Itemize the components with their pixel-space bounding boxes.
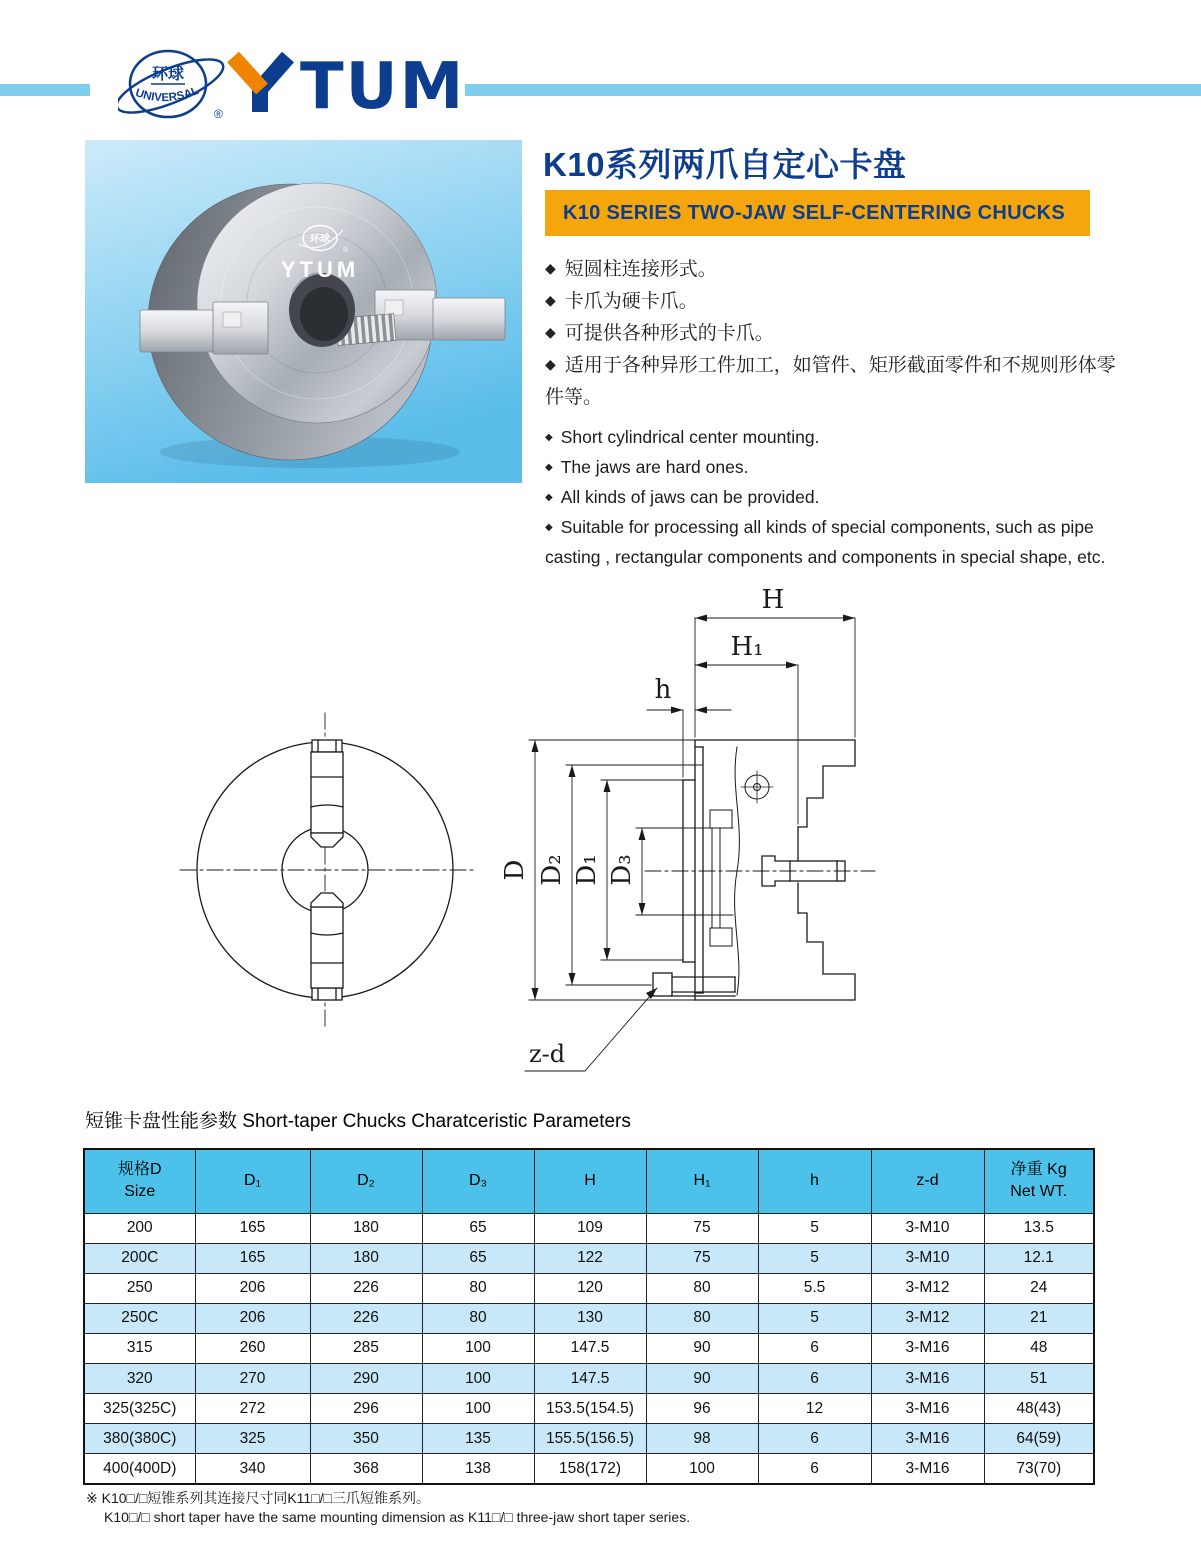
table-cell: 21 — [984, 1303, 1094, 1333]
table-cell: 3-M16 — [871, 1454, 984, 1484]
label-D: D — [500, 859, 530, 881]
universal-globe-logo — [118, 42, 233, 134]
table-cell: 340 — [195, 1454, 310, 1484]
table-cell: 380(380C) — [84, 1424, 195, 1454]
table-cell: 6 — [758, 1454, 871, 1484]
features-en — [545, 424, 1141, 571]
table-cell: 368 — [310, 1454, 422, 1484]
table-cell: 24 — [984, 1273, 1094, 1303]
right-jaw-facet — [385, 300, 403, 315]
table-cell: 48 — [984, 1333, 1094, 1363]
table-cell: 226 — [310, 1273, 422, 1303]
table-cell: 6 — [758, 1424, 871, 1454]
label-zd: z-d — [529, 1040, 566, 1068]
feature-item: ◆ 可提供各种形式的卡爪。 — [545, 318, 1123, 350]
table-cell: 3-M16 — [871, 1394, 984, 1424]
table-cell: 75 — [646, 1243, 758, 1273]
table-cell: 350 — [310, 1424, 422, 1454]
table-cell: 96 — [646, 1394, 758, 1424]
spec-table-header-row — [84, 1149, 1094, 1213]
right-jaw-block — [433, 298, 505, 340]
table-cell: 12.1 — [984, 1243, 1094, 1273]
table-cell: 3-M10 — [871, 1213, 984, 1243]
table-cell: 272 — [195, 1394, 310, 1424]
table-row — [84, 1333, 1094, 1363]
table-cell: 51 — [984, 1363, 1094, 1393]
table-row — [84, 1273, 1094, 1303]
table-cell: 158(172) — [534, 1454, 646, 1484]
table-cell: 320 — [84, 1363, 195, 1393]
label-D1: D₁ — [572, 854, 602, 886]
table-cell: 3-M16 — [871, 1333, 984, 1363]
table-cell: 180 — [310, 1213, 422, 1243]
table-cell: 75 — [646, 1213, 758, 1243]
table-cell: 100 — [646, 1454, 758, 1484]
table-cell: 13.5 — [984, 1213, 1094, 1243]
table-cell: 80 — [422, 1303, 534, 1333]
dimensions — [525, 618, 855, 1071]
column-header: D₃ — [422, 1149, 534, 1213]
table-cell: 200 — [84, 1213, 195, 1243]
table-cell: 80 — [646, 1303, 758, 1333]
photo-logo-zh: 环球 — [310, 234, 330, 245]
table-cell: 64(59) — [984, 1424, 1094, 1454]
table-cell: 90 — [646, 1363, 758, 1393]
y-left-arm-orange — [233, 57, 262, 89]
spec-table-body — [84, 1213, 1094, 1484]
table-row — [84, 1454, 1094, 1484]
table-cell: 109 — [534, 1213, 646, 1243]
left-jaw-block — [140, 310, 215, 352]
top-jaw — [311, 740, 343, 847]
table-cell: 65 — [422, 1213, 534, 1243]
table-row — [84, 1363, 1094, 1393]
footnote-line-zh: ※ K10□/□短锥系列其连接尺寸同K11□/□三爪短锥系列。 — [86, 1490, 431, 1506]
column-header: D₂ — [310, 1149, 422, 1213]
mounting-bolt — [653, 973, 735, 996]
table-cell: 3-M12 — [871, 1303, 984, 1333]
wordmark-tum-text: TUM — [300, 50, 466, 118]
table-cell: 80 — [646, 1273, 758, 1303]
table-cell: 250 — [84, 1273, 195, 1303]
table-row — [84, 1303, 1094, 1333]
front-view — [180, 713, 477, 1027]
table-title — [85, 1106, 631, 1133]
technical-drawing — [85, 575, 1105, 1095]
label-h: h — [654, 675, 672, 705]
table-cell: 400(400D) — [84, 1454, 195, 1484]
table-title-zh: 短锥卡盘性能参数 — [85, 1111, 243, 1132]
table-cell: 325(325C) — [84, 1394, 195, 1424]
table-cell: 3-M12 — [871, 1273, 984, 1303]
side-view — [645, 740, 875, 1000]
bottom-jaw — [311, 893, 343, 1000]
table-cell: 90 — [646, 1333, 758, 1363]
table-cell: 226 — [310, 1303, 422, 1333]
footnote-line-en: K10□/□ short taper have the same mounting dimension as K11□/□ three-jaw short taper series. — [104, 1509, 691, 1525]
table-row — [84, 1394, 1094, 1424]
feature-item: ◆ 卡爪为硬卡爪。 — [545, 286, 1123, 318]
table-row — [84, 1213, 1094, 1243]
table-cell: 165 — [195, 1243, 310, 1273]
ytum-wordmark — [224, 50, 469, 118]
table-cell: 315 — [84, 1333, 195, 1363]
table-cell: 6 — [758, 1333, 871, 1363]
label-H: H — [761, 585, 785, 615]
table-cell: 155.5(156.5) — [534, 1424, 646, 1454]
table-cell: 100 — [422, 1363, 534, 1393]
page-title: K10系列两爪自定心卡盘 — [543, 146, 907, 183]
table-cell: 296 — [310, 1394, 422, 1424]
table-cell: 325 — [195, 1424, 310, 1454]
table-cell: 6 — [758, 1363, 871, 1393]
table-cell: 100 — [422, 1333, 534, 1363]
feature-item: ◆ 适用于各种异形工件加工，如管件、矩形截面零件和不规则形体零件等。 — [545, 350, 1123, 413]
table-cell: 3-M16 — [871, 1363, 984, 1393]
feature-item: ◆ Short cylindrical center mounting. — [545, 424, 1141, 454]
table-cell: 80 — [422, 1273, 534, 1303]
table-cell: 147.5 — [534, 1333, 646, 1363]
table-cell: 120 — [534, 1273, 646, 1303]
table-cell: 285 — [310, 1333, 422, 1363]
table-cell: 12 — [758, 1394, 871, 1424]
position-symbol-icon — [741, 771, 773, 803]
table-cell: 153.5(154.5) — [534, 1394, 646, 1424]
series-banner: K10 SERIES TWO-JAW SELF-CENTERING CHUCKS — [545, 190, 1090, 236]
table-cell: 5.5 — [758, 1273, 871, 1303]
spec-table — [83, 1148, 1095, 1485]
feature-item: ◆ Suitable for processing all kinds of special components, such as pipe casting , rectangular components and components in special shape, etc. — [545, 514, 1141, 571]
photo-wordmark: YTUM — [280, 257, 360, 282]
table-cell: 138 — [422, 1454, 534, 1484]
table-cell: 206 — [195, 1303, 310, 1333]
table-title-en: Short-taper Chucks Charatceristic Parameters — [242, 1111, 631, 1132]
column-header: 净重 Kg Net WT. — [984, 1149, 1094, 1213]
table-cell: 122 — [534, 1243, 646, 1273]
table-row — [84, 1424, 1094, 1454]
table-cell: 65 — [422, 1243, 534, 1273]
table-cell: 200C — [84, 1243, 195, 1273]
photo-registered-mark: ® — [343, 247, 349, 254]
feature-item: ◆ The jaws are hard ones. — [545, 454, 1141, 484]
column-header: 规格D Size — [84, 1149, 195, 1213]
table-cell: 180 — [310, 1243, 422, 1273]
table-cell: 165 — [195, 1213, 310, 1243]
dimension-labels — [500, 585, 784, 1068]
center-hole-inner — [300, 287, 348, 341]
table-cell: 3-M10 — [871, 1243, 984, 1273]
table-cell: 270 — [195, 1363, 310, 1393]
features-zh — [545, 254, 1123, 413]
column-header: D₁ — [195, 1149, 310, 1213]
table-cell: 100 — [422, 1394, 534, 1424]
header-bar-left — [0, 84, 90, 96]
table-cell: 5 — [758, 1213, 871, 1243]
table-cell: 3-M16 — [871, 1424, 984, 1454]
feature-item: ◆ All kinds of jaws can be provided. — [545, 484, 1141, 514]
product-photo — [85, 140, 522, 483]
table-cell: 206 — [195, 1273, 310, 1303]
table-cell: 290 — [310, 1363, 422, 1393]
table-cell: 130 — [534, 1303, 646, 1333]
feature-item: ◆ 短圆柱连接形式。 — [545, 254, 1123, 286]
table-cell: 5 — [758, 1303, 871, 1333]
column-header: H — [534, 1149, 646, 1213]
table-cell: 5 — [758, 1243, 871, 1273]
logo-text-zh: 环球 — [151, 66, 185, 83]
label-H1: H₁ — [730, 632, 764, 662]
logo-text-universal: UNIVERSAL — [133, 84, 201, 105]
table-cell: 147.5 — [534, 1363, 646, 1393]
table-cell: 135 — [422, 1424, 534, 1454]
header-bar-right — [465, 84, 1201, 96]
column-header: z-d — [871, 1149, 984, 1213]
left-jaw-facet — [223, 312, 241, 327]
registered-mark: ® — [214, 107, 223, 121]
table-cell: 98 — [646, 1424, 758, 1454]
column-header: H₁ — [646, 1149, 758, 1213]
footnote — [86, 1489, 690, 1527]
table-cell: 73(70) — [984, 1454, 1094, 1484]
table-row — [84, 1243, 1094, 1273]
table-cell: 260 — [195, 1333, 310, 1363]
table-cell: 48(43) — [984, 1394, 1094, 1424]
label-D3: D₃ — [607, 854, 637, 886]
label-D2: D₂ — [537, 854, 567, 886]
table-cell: 250C — [84, 1303, 195, 1333]
left-jaw-step — [213, 302, 268, 354]
column-header: h — [758, 1149, 871, 1213]
